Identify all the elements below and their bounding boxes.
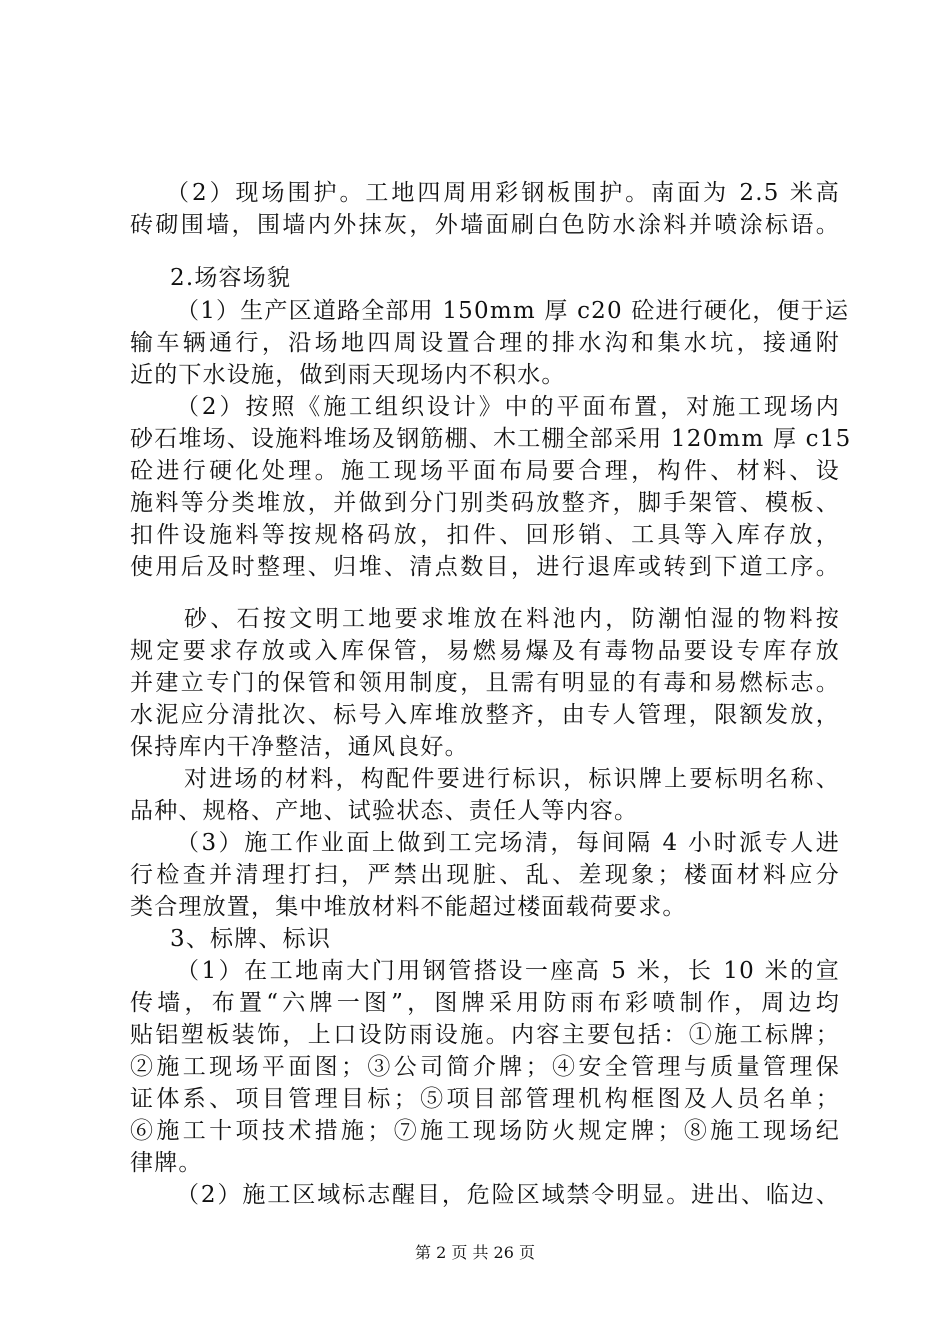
paragraph-line: 证体系、项目管理目标；⑤项目部管理机构框图及人员名单；	[130, 1086, 840, 1112]
paragraph-line: （3）施工作业面上做到工完场清，每间隔 4 小时派专人进	[176, 830, 840, 856]
section-heading: 3、标牌、标识	[170, 926, 332, 952]
paragraph-line: （1）生产区道路全部用 150mm 厚 c20 砼进行硬化，便于运	[176, 298, 850, 324]
paragraph-line: 扣件设施料等按规格码放，扣件、回形销、工具等入库存放，	[130, 522, 840, 548]
paragraph-line: 律牌。	[130, 1150, 203, 1176]
paragraph-line: 品种、规格、产地、试验状态、责任人等内容。	[130, 798, 639, 824]
paragraph-line: 保持库内干净整洁，通风良好。	[130, 734, 469, 760]
paragraph-line: ⑥施工十项技术措施；⑦施工现场防火规定牌；⑧施工现场纪	[130, 1118, 840, 1144]
paragraph-line: （2）现场围护。工地四周用彩钢板围护。南面为 2.5 米高	[166, 180, 840, 206]
paragraph-line: 施料等分类堆放，并做到分门别类码放整齐，脚手架管、模板、	[130, 490, 840, 516]
paragraph-line: 砼进行硬化处理。施工现场平面布局要合理，构件、材料、设	[130, 458, 840, 484]
paragraph-line: 近的下水设施，做到雨天现场内不积水。	[130, 362, 566, 388]
page-number-footer: 第 2 页 共 26 页	[415, 1243, 535, 1262]
paragraph-line: （2）施工区域标志醒目，危险区域禁令明显。进出、临边、	[176, 1182, 840, 1208]
paragraph-line: 贴铝塑板装饰，上口设防雨设施。内容主要包括：①施工标牌；	[130, 1022, 840, 1048]
paragraph-line: 类合理放置，集中堆放材料不能超过楼面载荷要求。	[130, 894, 687, 920]
paragraph-line: 规定要求存放或入库保管，易燃易爆及有毒物品要设专库存放	[130, 638, 840, 664]
paragraph-line: 行检查并清理打扫，严禁出现脏、乱、差现象；楼面材料应分	[130, 862, 840, 888]
paragraph-line: 水泥应分清批次、标号入库堆放整齐，由专人管理，限额发放，	[130, 702, 840, 728]
paragraph-line: （2）按照《施工组织设计》中的平面布置，对施工现场内	[176, 394, 840, 420]
paragraph-line: 输车辆通行，沿场地四周设置合理的排水沟和集水坑，接通附	[130, 330, 840, 356]
paragraph-line: 砖砌围墙，围墙内外抹灰，外墙面刷白色防水涂料并喷涂标语。	[130, 212, 840, 238]
paragraph-line: ②施工现场平面图；③公司简介牌；④安全管理与质量管理保	[130, 1054, 840, 1080]
paragraph-line: 传墙，布置“六牌一图”，图牌采用防雨布彩喷制作，周边均	[130, 990, 840, 1016]
paragraph-line: 对进场的材料，构配件要进行标识，标识牌上要标明名称、	[184, 766, 840, 792]
paragraph-line: （1）在工地南大门用钢管搭设一座高 5 米，长 10 米的宣	[176, 958, 840, 984]
paragraph-line: 砂石堆场、设施料堆场及钢筋棚、木工棚全部采用 120mm 厚 c15	[130, 426, 852, 452]
paragraph-line: 砂、石按文明工地要求堆放在料池内，防潮怕湿的物料按	[184, 606, 840, 632]
paragraph-line: 使用后及时整理、归堆、清点数目，进行退库或转到下道工序。	[130, 554, 840, 580]
section-heading: 2.场容场貌	[170, 265, 292, 291]
paragraph-line: 并建立专门的保管和领用制度，且需有明显的有毒和易燃标志。	[130, 670, 840, 696]
